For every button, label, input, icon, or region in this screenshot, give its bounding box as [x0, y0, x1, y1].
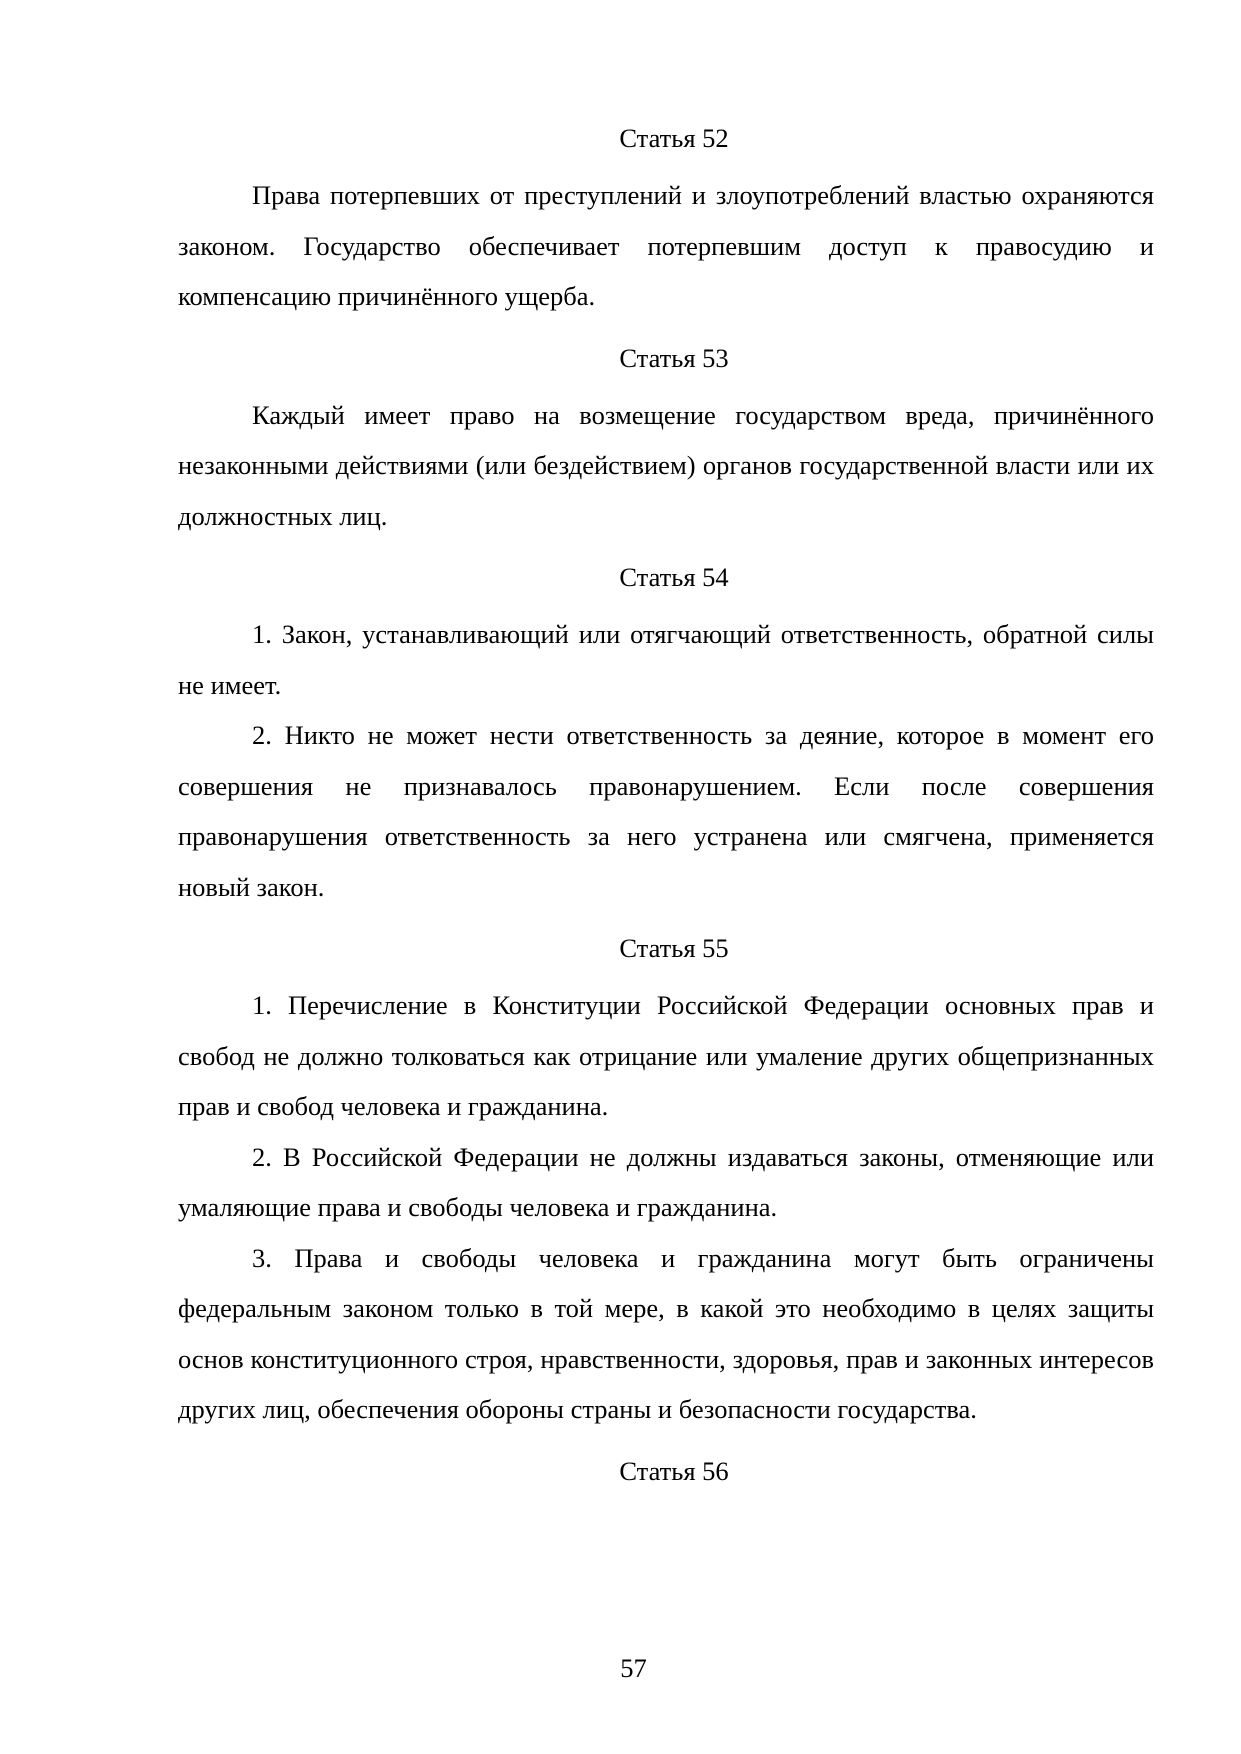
article-paragraph: 1. Перечисление в Конституции Российской Федерации основных прав и свобод не должно толковаться как отрицание или умаление других общепризнанных прав и свобод человека и гражданина.: [178, 990, 1154, 1121]
article-55: [178, 923, 1154, 1435]
article-paragraph: Каждый имеет право на возмещение государством вреда, причинённого незаконными действиями (или бездействием) органов государственной власти или их должностных лиц.: [178, 399, 1154, 531]
article-paragraph: 1. Закон, устанавливающий или отягчающий ответственность, обратной силы не имеет.: [178, 619, 1154, 700]
document-body: [178, 113, 1154, 1503]
article-title: Статья 53: [619, 342, 729, 373]
article-53: [178, 333, 1154, 542]
article-paragraph: 2. В Российской Федерации не должны издаваться законы, отменяющие или умаляющие права и свободы человека и гражданина.: [178, 1141, 1154, 1222]
article-paragraph: Права потерпевших от преступлений и злоупотреблений властью охраняются законом. Государство обеспечивает потерпевшим доступ к правосудию и компенсацию причинённого ущерба.: [178, 180, 1154, 311]
article-title: Статья 54: [619, 562, 729, 592]
article-56: [178, 1446, 1154, 1496]
article-title: Статья 52: [619, 123, 729, 153]
article-paragraph: 2. Никто не может нести ответственность за деяние, которое в момент его совершения не признавалось правонарушением. Если после совершения правонарушения ответственность за него устранена или смягчена, применяется новый закон.: [178, 720, 1154, 902]
article-title: Статья 55: [619, 933, 729, 963]
article-title: Статья 56: [619, 1455, 729, 1486]
page-number: 57: [620, 1653, 647, 1683]
article-paragraph: 3. Права и свободы человека и гражданина могут быть ограничены федеральным законом только в той мере, в какой это необходимо в целях защиты основ конституционного строя, нравственности, здоровья, прав и законных интересов других лиц, обеспечения обороны страны и безопасности государства.: [178, 1242, 1154, 1424]
article-54: [178, 552, 1154, 912]
article-52: [178, 113, 1154, 322]
